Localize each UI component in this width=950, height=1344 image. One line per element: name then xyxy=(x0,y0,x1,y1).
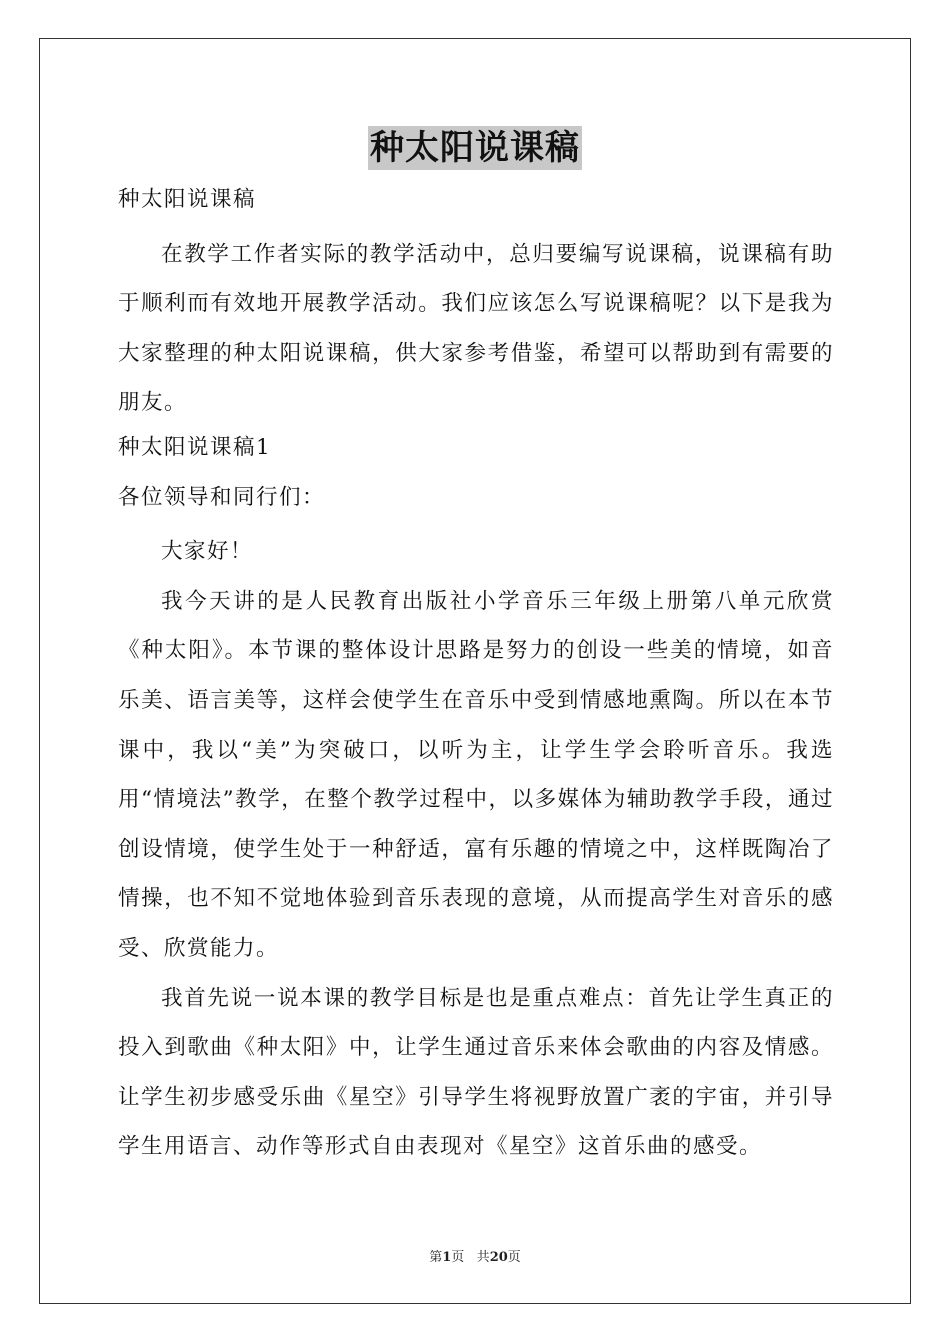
intro-paragraph: 在教学工作者实际的教学活动中，总归要编写说课稿，说课稿有助于顺利而有效地开展教学活动。我们应该怎么写说课稿呢？以下是我为大家整理的种太阳说课稿，供大家参考借鉴，希望可以帮助到有需要的朋友。 xyxy=(118,241,834,416)
total-label-suffix: 页 xyxy=(507,1250,521,1265)
title-container xyxy=(0,126,950,170)
body-paragraph-1: 我今天讲的是人民教育出版社小学音乐三年级上册第八单元欣赏《种太阳》。本节课的整体设计思路是努力的创设一些美的情境，如音乐美、语言美等，这样会使学生在音乐中受到情感地熏陶。所以在本节课中，我以“美”为突破口，以听为主，让学生学会聆听音乐。我选用“情境法”教学，在整个教学过程中，以多媒体为辅助教学手段，通过创设情境，使学生处于一种舒适，富有乐趣的情境之中，这样既陶冶了情操，也不知不觉地体验到音乐表现的意境，从而提高学生对音乐的感受、欣赏能力。 xyxy=(118,588,834,961)
current-page-number: 1 xyxy=(442,1250,452,1265)
page-footer xyxy=(0,1246,950,1265)
page-label-prefix: 第 xyxy=(429,1250,443,1265)
total-label-prefix: 共 xyxy=(476,1250,490,1265)
salutation: 各位领导和同行们： xyxy=(118,484,326,510)
body-paragraph-2: 我首先说一说本课的教学目标是也是重点难点：首先让学生真正的投入到歌曲《种太阳》中，让学生通过音乐来体会歌曲的内容及情感。让学生初步感受乐曲《星空》引导学生将视野放置广袤的宇宙，并引导学生用语言、动作等形式自由表现对《星空》这首乐曲的感受。 xyxy=(118,985,834,1160)
total-pages-number: 20 xyxy=(489,1250,508,1265)
greeting: 大家好！ xyxy=(161,539,254,565)
document-subtitle: 种太阳说课稿 xyxy=(118,187,257,212)
page-label-suffix: 页 xyxy=(451,1250,465,1265)
document-title: 种太阳说课稿 xyxy=(370,128,580,168)
document-body xyxy=(118,180,834,1172)
section-heading: 种太阳说课稿1 xyxy=(118,434,272,460)
